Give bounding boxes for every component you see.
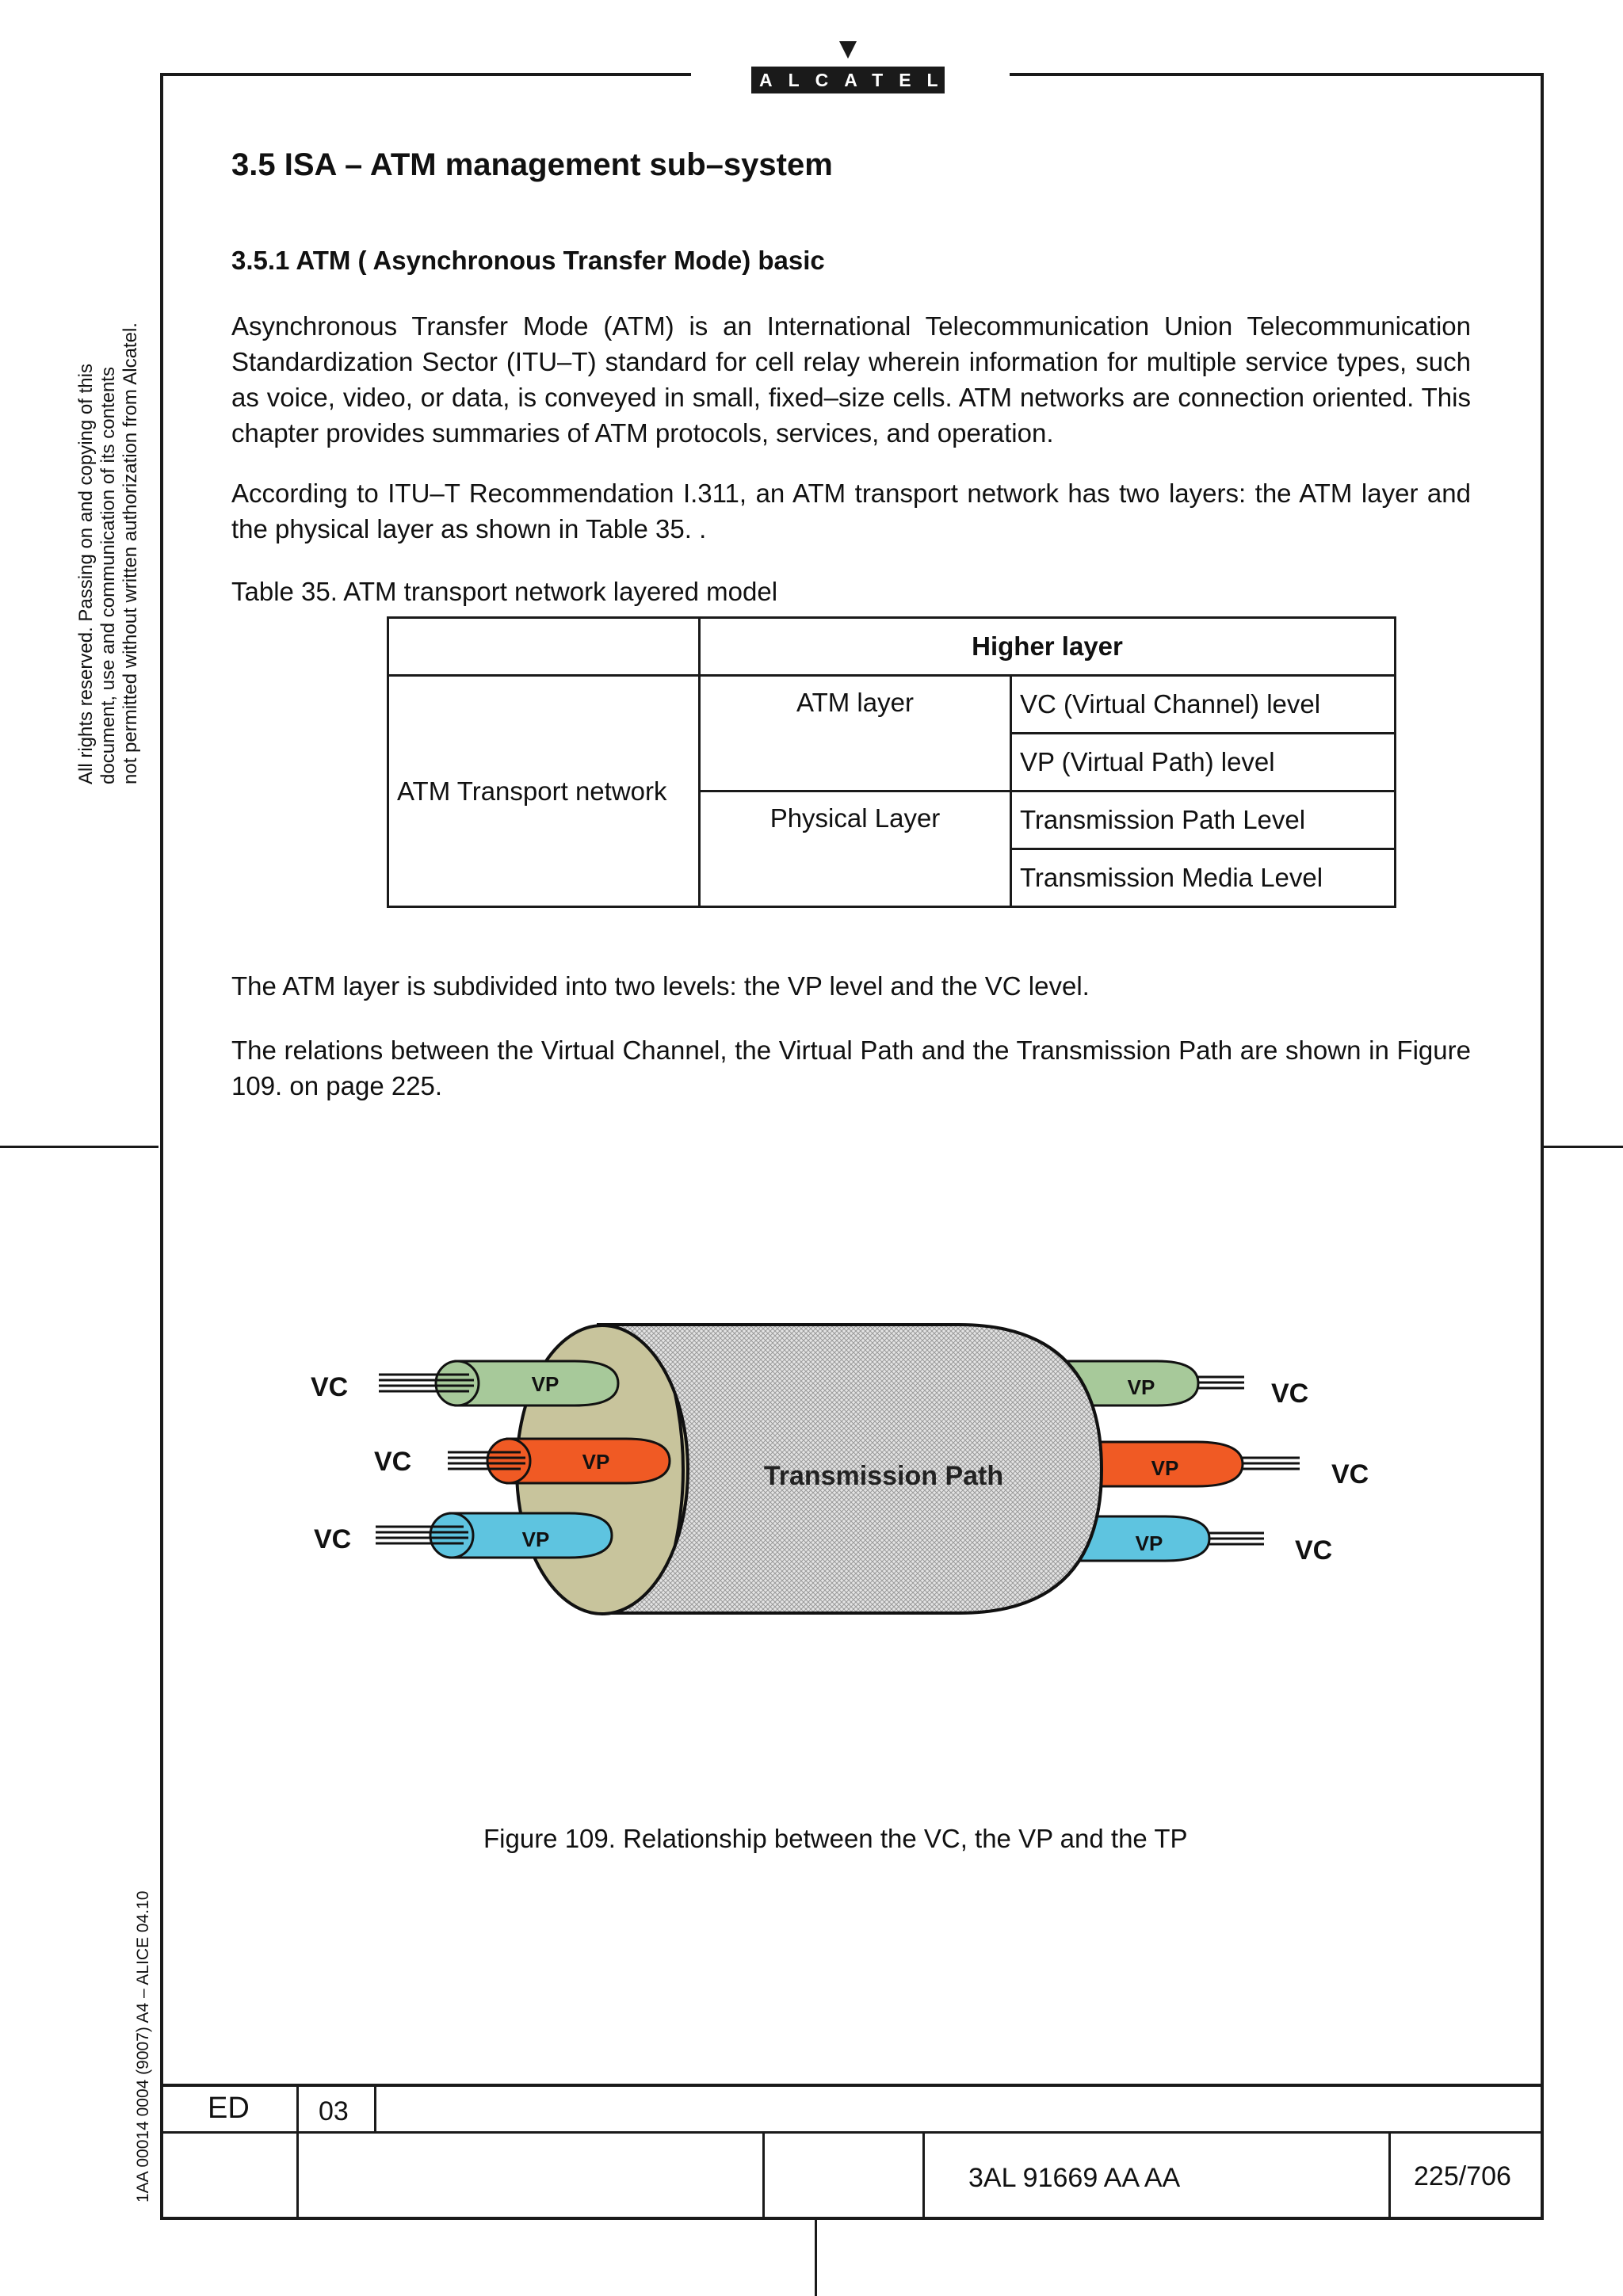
vp-label-left-mid: VP — [582, 1450, 610, 1474]
vc-label-left-bottom: VC — [314, 1524, 352, 1554]
footer-divider-1 — [296, 2084, 299, 2220]
paragraph-layers: According to ITU–T Recommendation I.311, an ATM transport network has two layers: the ATM layer and the physical layer as shown in Table 35. . — [231, 479, 1471, 543]
transmission-path-label: Transmission Path — [763, 1461, 1004, 1491]
footer-mid-border — [160, 2131, 1544, 2134]
alcatel-logo: ALCATEL — [751, 67, 945, 93]
table-cell-atm-layer: ATM layer — [700, 676, 1011, 791]
vc-label-right-mid: VC — [1331, 1459, 1369, 1489]
table-caption: Table 35. ATM transport network layered model — [231, 577, 778, 606]
vc-label-left-mid: VC — [374, 1447, 412, 1477]
section-title: 3.5 ISA – ATM management sub–system — [231, 147, 833, 182]
table-cell-tp-level: Transmission Path Level — [1011, 791, 1396, 849]
vc-label-right-top: VC — [1271, 1379, 1309, 1409]
table-cell-network: ATM Transport network — [388, 676, 700, 907]
rights-notice-line2: document, use and communication of its contents — [97, 367, 119, 784]
table-cell-vp-level: VP (Virtual Path) level — [1011, 734, 1396, 791]
vp-tube-left-mid — [448, 1439, 670, 1483]
footer-divider-4 — [922, 2131, 925, 2220]
vp-label-right-top: VP — [1127, 1375, 1155, 1399]
vp-label-left-top: VP — [531, 1372, 559, 1396]
paragraph-relations: The relations between the Virtual Channel, the Virtual Path and the Transmission Path are shown in Figure 109. on page 225. — [231, 1035, 1471, 1100]
footer-divider-3 — [762, 2131, 765, 2220]
rights-notice-line3: not permitted without written authorization from Alcatel. — [120, 322, 141, 784]
footer-divider-5 — [1388, 2131, 1391, 2220]
vp-label-right-bottom: VP — [1135, 1531, 1163, 1555]
ed-label: ED — [208, 2092, 250, 2125]
figure-caption: Figure 109. Relationship between the VC, the VP and the TP — [483, 1824, 1188, 1853]
vp-label-left-bottom: VP — [521, 1527, 550, 1551]
vp-label-right-mid: VP — [1151, 1456, 1179, 1480]
footer-bottom-border — [160, 2217, 1544, 2220]
table-cell-physical-layer: Physical Layer — [700, 791, 1011, 907]
footer-top-border — [160, 2084, 1544, 2087]
table-header-higher-layer: Higher layer — [700, 618, 1396, 676]
footer-divider-2 — [374, 2084, 376, 2133]
vp-tube-left-bottom — [376, 1513, 612, 1558]
paragraph-subdivision: The ATM layer is subdivided into two levels: the VP level and the VC level. — [231, 971, 1090, 1001]
table-cell-vc-level: VC (Virtual Channel) level — [1011, 676, 1396, 734]
rights-notice-line1: All rights reserved. Passing on and copying of this — [75, 364, 97, 784]
table-cell-media-level: Transmission Media Level — [1011, 849, 1396, 907]
section-subtitle: 3.5.1 ATM ( Asynchronous Transfer Mode) basic — [231, 246, 825, 275]
vp-tube-right-mid — [1094, 1442, 1300, 1486]
vc-label-left-top: VC — [311, 1372, 349, 1402]
doc-code: 1AA 00014 0004 (9007) A4 – ALICE 04.10 — [134, 1890, 152, 2203]
vp-tube-left-top — [379, 1361, 618, 1405]
footer-tail — [815, 2220, 817, 2296]
vc-label-right-bottom: VC — [1295, 1535, 1333, 1566]
paragraph-intro: Asynchronous Transfer Mode (ATM) is an International Telecommunication Union Telecommunication Standardization Sector (ITU–T) standard for cell relay wherein information for multiple service types, such as voice, video, or data, is conveyed in small, fixed–size cells. ATM networks are connection oriented. This chapter provides summaries of ATM protocols, services, and operation. — [231, 311, 1471, 448]
ed-value: 03 — [319, 2096, 349, 2126]
page-number: 225/706 — [1414, 2161, 1511, 2191]
document-number: 3AL 91669 AA AA — [968, 2163, 1181, 2193]
